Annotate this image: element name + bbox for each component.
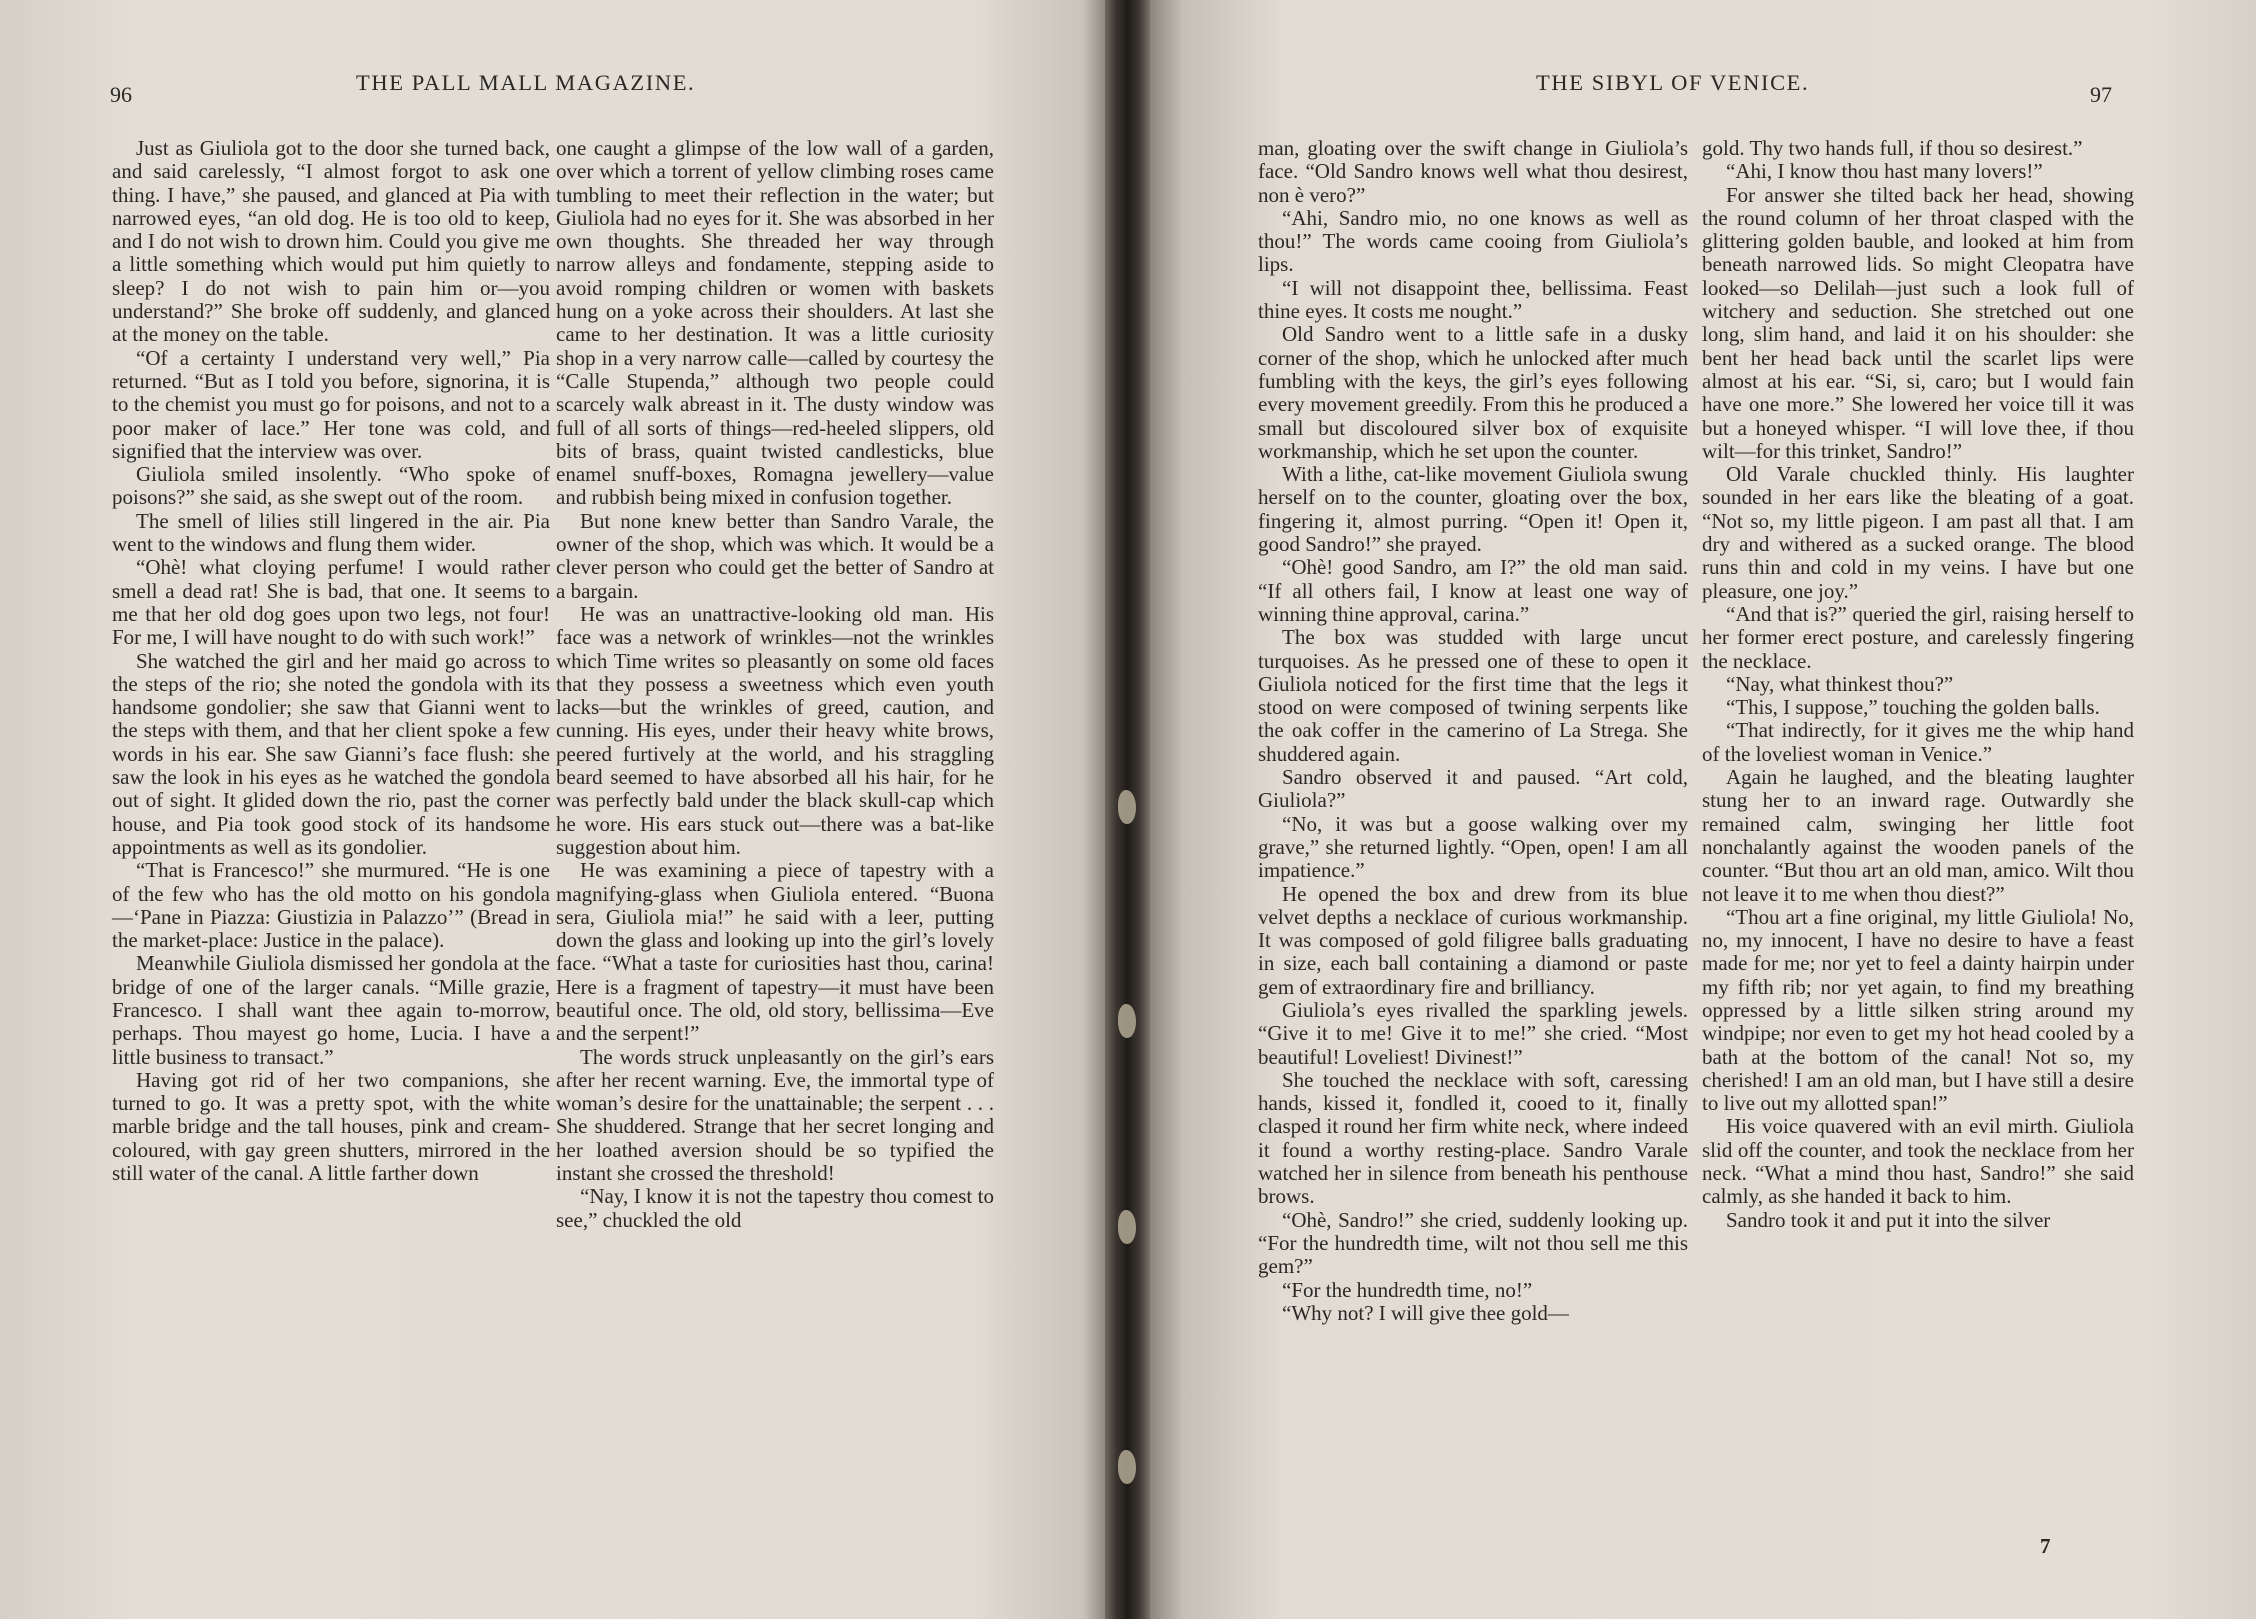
binding-thread <box>1118 790 1136 824</box>
paragraph: His voice quavered with an evil mirth. Giuliola slid off the counter, and took the necklace from her neck. “What a mind thou hast, Sandro!” she said calmly, as she handed it back to him. <box>1702 1114 2134 1209</box>
paragraph: “Nay, I know it is not the tapestry thou comest to see,” chuckled the old <box>556 1184 994 1232</box>
paragraph: man, gloating over the swift change in Giuliola’s face. “Old Sandro knows well what thou desirest, non è vero?” <box>1258 136 1688 207</box>
paragraph: She watched the girl and her maid go across to the steps of the rio; she noted the gondola with its handsome gondolier; she saw that Gianni went to the steps with them, and that her client spoke a few words in his ear. She saw Gianni’s face flush: she saw the look in his eyes as he watched the gondola out of sight. It glided down the rio, past the corner house, and Pia took good stock of its handsome appointments as well as its gondolier. <box>112 648 550 859</box>
paragraph: “I will not disappoint thee, bellissima. Feast thine eyes. It costs me nought.” <box>1258 275 1688 324</box>
paragraph: “Ohè, Sandro!” she cried, suddenly looking up. “For the hundredth time, wilt not thou sell me this gem?” <box>1258 1207 1688 1279</box>
paragraph: “Of a certainty I understand very well,” Pia returned. “But as I told you before, signorina, it is to the chemist you must go for poisons, and not to a poor maker of lace.” Her tone was cold, and signified that the interview was over. <box>112 345 550 463</box>
paragraph: gold. Thy two hands full, if thou so desirest.” <box>1702 136 2083 160</box>
paragraph: Old Sandro went to a little safe in a dusky corner of the shop, which he unlocked after much fumbling with the keys, the girl’s eyes following every movement greedily. From this he produced a small but discoloured silver box of exquisite workmanship, which he set upon the counter. <box>1258 322 1688 463</box>
paragraph: “Nay, what thinkest thou?” <box>1726 671 1954 696</box>
left-page-column-2 <box>556 137 994 1232</box>
paragraph: Old Varale chuckled thinly. His laughter sounded in her ears like the bleating of a goat. “Not so, my little pigeon. I am past all that. I am dry and withered as a sucked orange. The blood runs thin and cold in my veins. I have but one pleasure, one joy.” <box>1702 462 2134 603</box>
paragraph: “Thou art a fine original, my little Giuliola! No, no, my innocent, I have no desire to have a feast made for me; nor yet to feel a dainty hairpin under my fifth rib; nor yet again, to find my breathing oppressed by a little silken string around my windpipe; nor even to get my hot head cooled by a bath at the bottom of the canal! Not so, my cherished! I am an old man, but I have still a desire to live out my allotted span!” <box>1702 904 2134 1116</box>
paragraph: “Ahi, I know thou hast many lovers!” <box>1726 159 2043 184</box>
binding-thread <box>1118 1450 1136 1484</box>
binding-thread <box>1118 1004 1136 1038</box>
paragraph: “That indirectly, for it gives me the whip hand of the loveliest woman in Venice.” <box>1702 718 2134 766</box>
paragraph: Just as Giuliola got to the door she turned back, and said carelessly, “I almost forgot to ask one thing. I have,” she paused, and glanced at Pia with narrowed eyes, “an old dog. He is too old to keep, and I do not wish to drown him. Could you give me a little something which would put him quietly to sleep? I do not wish to pain him or—you understand?” She broke off suddenly, and glanced at the money on the table. <box>112 136 550 347</box>
paragraph: The box was studded with large uncut turquoises. As he pressed one of these to open it Giuliola noticed for the first time that the legs it stood on were composed of twining serpents like the oak coffer in the camerino of La Strega. She shuddered again. <box>1258 625 1688 766</box>
paragraph: He opened the box and drew from its blue velvet depths a necklace of curious workmanship. It was composed of gold filigree balls graduating in size, each ball containing a diamond or paste gem of extraordinary fire and brilliancy. <box>1258 881 1688 999</box>
left-page <box>0 0 1105 1619</box>
paragraph: With a lithe, cat-like movement Giuliola swung herself on to the counter, gloating over the box, fingering it, almost purring. “Open it! Open it, good Sandro!” she prayed. <box>1258 462 1688 557</box>
paragraph: “Ahi, Sandro mio, no one knows as well as thou!” The words came cooing from Giuliola’s lips. <box>1258 205 1688 277</box>
paragraph: “And that is?” queried the girl, raising herself to her former erect posture, and carelessly fingering the necklace. <box>1702 601 2134 673</box>
paragraph: one caught a glimpse of the low wall of a garden, over which a torrent of yellow climbing roses came tumbling to meet their reflection in the water; but Giuliola had no eyes for it. She was absorbed in her own thoughts. She threaded her way through narrow alleys and fondamente, stepping aside to avoid romping children or women with baskets hung on a yoke across their shoulders. At last she came to her destination. It was a little curiosity shop in a very narrow calle—called by courtesy the “Calle Stupenda,” although two people could scarcely walk abreast in it. The dusty window was full of all sorts of things—red-heeled slippers, old bits of brass, quaint twisted candlesticks, blue enamel snuff-boxes, Romagna jewellery—value and rubbish being mixed in confusion together. <box>556 136 994 510</box>
paragraph: Giuliola smiled insolently. “Who spoke of poisons?” she said, as she swept out of the room. <box>112 462 550 510</box>
right-page-column-2 <box>1702 137 2134 1232</box>
running-head-left: THE PALL MALL MAGAZINE. <box>356 70 696 95</box>
paragraph: The words struck unpleasantly on the girl’s ears after her recent warning. Eve, the immortal type of woman’s desire for the unattainable; the serpent . . . She shuddered. Strange that her secret longing and her loathed aversion should be so typified the instant she crossed the threshold! <box>556 1044 994 1186</box>
paragraph: Giuliola’s eyes rivalled the sparkling jewels. “Give it to me! Give it to me!” she cried. “Most beautiful! Loveliest! Divinest!” <box>1258 997 1688 1069</box>
paragraph: Sandro took it and put it into the silver <box>1726 1207 2051 1232</box>
page-number-right: 97 <box>2090 82 2112 107</box>
paragraph: “That is Francesco!” she murmured. “He is one of the few who has the old motto on his gondola—‘Pane in Piazza: Giustizia in Palazzo’” (Bread in the market-place: Justice in the palace). <box>112 858 550 953</box>
signature-mark: 7 <box>2040 1534 2051 1558</box>
right-page <box>1150 0 2256 1619</box>
binding-thread <box>1118 1210 1136 1244</box>
paragraph: “Ohè! what cloying perfume! I would rather smell a dead rat! She is bad, that one. It seems to me that her old dog goes upon two legs, not four! For me, I will have nought to do with such work!” <box>112 555 550 650</box>
paragraph: He was examining a piece of tapestry with a magnifying-glass when Giuliola entered. “Buona sera, Giuliola mia!” he said with a leer, putting down the glass and looking up into the girl’s lovely face. “What a taste for curiosities hast thou, carina! Here is a fragment of tapestry—it must have been beautiful once. The old, old story, bellissima—Eve and the serpent!” <box>556 858 994 1046</box>
paragraph: Having got rid of her two companions, she turned to go. It was a pretty spot, with the white marble bridge and the tall houses, pink and cream-coloured, with gay green shutters, mirrored in the still water of the canal. A little farther down <box>112 1067 550 1186</box>
paragraph: “Ohè! good Sandro, am I?” the old man said. “If all others fail, I know at least one way of winning thine approval, carina.” <box>1258 555 1688 626</box>
paragraph: “This, I suppose,” touching the golden balls. <box>1726 695 2100 720</box>
running-head-right: THE SIBYL OF VENICE. <box>1536 70 1810 95</box>
left-page-column-1 <box>112 137 550 1185</box>
paragraph: He was an unattractive-looking old man. His face was a network of wrinkles—not the wrinkles which Time writes so pleasantly on some old faces that they possess a sweetness which even youth lacks—but the wrinkles of greed, caution, and cunning. His eyes, under their heavy white brows, peered furtively at the world, and his straggling beard seemed to have absorbed all his hair, for he was perfectly bald under the black skull-cap which he wore. His ears stuck out—there was a bat-like suggestion about him. <box>556 601 994 859</box>
page-number-left: 96 <box>110 82 132 107</box>
paragraph: “For the hundredth time, no!” <box>1282 1277 1533 1302</box>
paragraph: “Why not? I will give thee gold— <box>1282 1300 1569 1325</box>
paragraph: “No, it was but a goose walking over my grave,” she returned lightly. “Open, open! I am all impatience.” <box>1258 811 1688 883</box>
paragraph: Sandro observed it and paused. “Art cold, Giuliola?” <box>1258 765 1688 813</box>
paragraph: Again he laughed, and the bleating laughter stung her to an inward rage. Outwardly she remained calm, swinging her little foot nonchalantly against the wooden panels of the counter. “But thou art an old man, amico. Wilt thou not leave it to me when thou diest?” <box>1702 765 2134 906</box>
paragraph: She touched the necklace with soft, caressing hands, kissed it, fondled it, cooed to it, finally clasped it round her firm white neck, where indeed it found a worthy resting-place. Sandro Varale watched her in silence from beneath his penthouse brows. <box>1258 1067 1688 1209</box>
paragraph: Meanwhile Giuliola dismissed her gondola at the bridge of one of the larger canals. “Mille grazie, Francesco. I shall want thee again to-morrow, perhaps. Thou mayest go home, Lucia. I have a little business to transact.” <box>112 951 550 1069</box>
paragraph: The smell of lilies still lingered in the air. Pia went to the windows and flung them wider. <box>112 508 550 557</box>
right-page-column-1 <box>1258 137 1688 1325</box>
paragraph: For answer she tilted back her head, showing the round column of her throat clasped with the glittering golden bauble, and looked at him from beneath narrowed lids. So might Cleopatra have looked—so Delilah—just such a look full of witchery and seduction. She stretched out one long, slim hand, and laid it on his shoulder: she bent her head back until the scarlet lips were almost at his ear. “Si, si, caro; but I would fain have one more.” She lowered her voice till it was but a honeyed whisper. “I will love thee, if thou wilt—for this trinket, Sandro!” <box>1702 182 2134 463</box>
paragraph: But none knew better than Sandro Varale, the owner of the shop, which was which. It would be a clever person who could get the better of Sandro at a bargain. <box>556 508 994 603</box>
